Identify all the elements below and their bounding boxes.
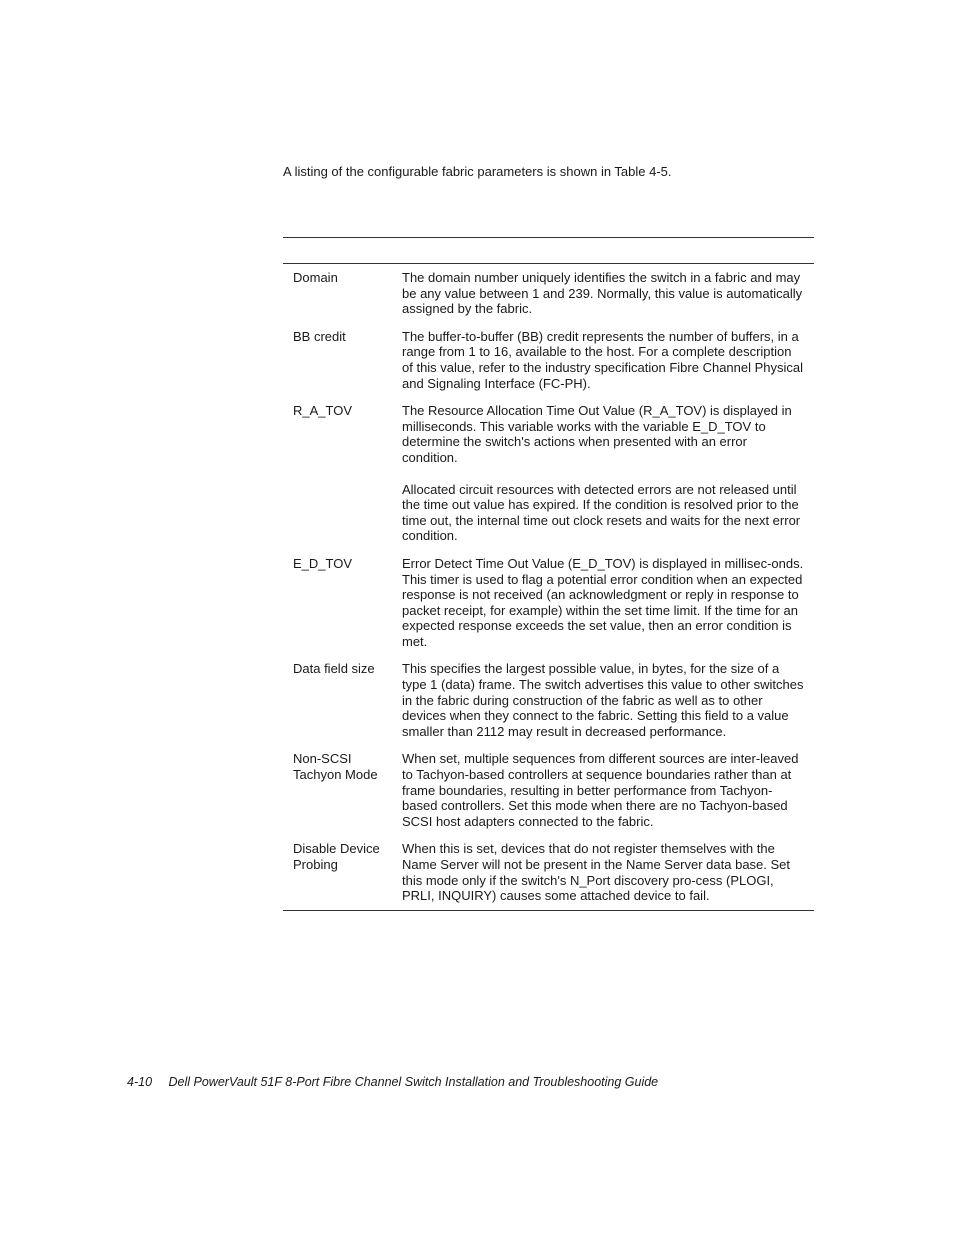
parameter-description bbox=[402, 324, 814, 398]
parameter-name: BB credit bbox=[293, 328, 346, 344]
description-text: When set, multiple sequences from different sources are inter-leaved to Tachyon-based controllers at sequence boundaries rather than at frame boundaries, resulting in better performance from Tachyon-based controllers. Set this mode when there are no Tachyon-based SCSI host adapters connected to the fabric. bbox=[402, 751, 799, 829]
parameter-description bbox=[402, 656, 814, 746]
description-text: The Resource Allocation Time Out Value (R_A_TOV) is displayed in milliseconds. This variable works with the variable E_D_TOV to determine the switch's actions when presented with an error condition. bbox=[402, 403, 792, 465]
table-row-bb-credit bbox=[283, 324, 814, 398]
description-text: Allocated circuit resources with detected errors are not released until the time out value has expired. If the condition is resolved prior to the time out, the internal time out clock resets and waits for the next error condition. bbox=[402, 481, 801, 544]
table-row-non-scsi-tachyon-mode bbox=[283, 746, 814, 836]
parameters-table bbox=[283, 237, 814, 911]
parameter-name: Domain bbox=[293, 270, 338, 285]
parameter-name: E_D_TOV bbox=[293, 555, 353, 571]
parameter-description bbox=[402, 398, 814, 551]
table-row-e-d-tov bbox=[283, 551, 814, 657]
table-row-disable-device-probing bbox=[283, 836, 814, 910]
parameter-name: Disable Device Probing bbox=[293, 841, 380, 872]
parameter-description bbox=[402, 836, 814, 910]
description-text: The buffer-to-buffer (BB) credit represents the number of buffers, in a range from 1 to 16, available to the host. For a complete description of this value, refer to the industry specification Fibre Channel Physical and Signaling Interface (FC-PH). bbox=[402, 328, 804, 391]
footer-document-title: Dell PowerVault 51F 8-Port Fibre Channel Switch Installation and Troubleshooting Guide bbox=[168, 1075, 659, 1089]
table-row-data-field-size bbox=[283, 656, 814, 746]
parameter-description bbox=[402, 264, 814, 324]
table-row-domain bbox=[283, 264, 814, 324]
table-top-rule bbox=[283, 237, 814, 263]
footer-page-number: 4-10 bbox=[127, 1075, 153, 1089]
parameter-description bbox=[402, 551, 814, 657]
parameter-name: Non-SCSI Tachyon Mode bbox=[293, 751, 378, 783]
parameters-table-body bbox=[283, 264, 814, 911]
description-text: This specifies the largest possible value, in bytes, for the size of a type 1 (data) frame. The switch advertises this value to other switches in the fabric during construction of the fabric as well as to other devices when they connect to the fabric. Setting this field to a value smaller than 2112 may result in decreased performance. bbox=[402, 661, 804, 739]
description-text: Error Detect Time Out Value (E_D_TOV) is displayed in millisec-onds. This timer is used to flag a potential error condition when an expected response is not received (an acknowledgment or reply in response to packet receipt, for example) within the set time limit. If the time for an expected response exceeds the set value, then an error condition is met. bbox=[402, 555, 804, 649]
parameter-description bbox=[402, 746, 814, 836]
page-footer bbox=[127, 1075, 658, 1090]
description-text: When this is set, devices that do not register themselves with the Name Server will not be present in the Name Server data base. Set this mode only if the switch's N_Port discovery pro-cess (PLOGI, PRLI, INQUIRY) causes some attached device to fail. bbox=[402, 841, 791, 904]
parameter-name: R_A_TOV bbox=[293, 403, 353, 419]
intro-paragraph: A listing of the configurable fabric parameters is shown in Table 4-5. bbox=[283, 164, 672, 179]
description-text: The domain number uniquely identifies the switch in a fabric and may be any value between 1 and 239. Normally, this value is automatically assigned by the fabric. bbox=[402, 270, 803, 317]
parameter-name: Data field size bbox=[293, 661, 375, 677]
table-row-r-a-tov bbox=[283, 398, 814, 551]
